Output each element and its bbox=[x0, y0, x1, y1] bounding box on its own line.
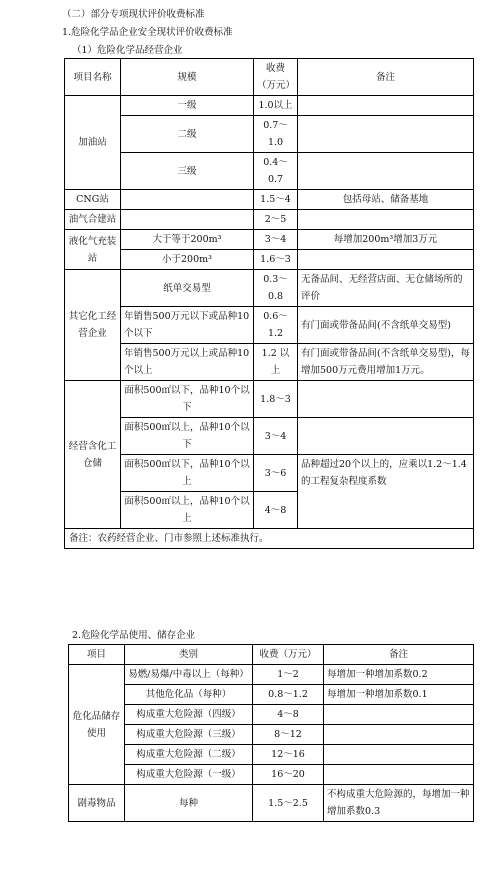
note-cell bbox=[324, 705, 474, 725]
scale-cell: 小于200m³ bbox=[121, 250, 254, 270]
scale-cell: 一级 bbox=[121, 96, 254, 116]
table-row bbox=[65, 270, 474, 307]
table-header-row bbox=[69, 645, 474, 665]
fee-cell: 1.5～4 bbox=[254, 190, 298, 210]
note-cell: 品种超过20个以上的，应乘以1.2～1.4的工程复杂程度系数 bbox=[298, 455, 474, 529]
fee-cell: 12～16 bbox=[253, 745, 324, 765]
note-cell bbox=[298, 116, 474, 153]
item-name: 经营含化工仓储 bbox=[65, 381, 121, 529]
fee-cell: 3～6 bbox=[254, 455, 298, 492]
scale-cell bbox=[121, 190, 254, 210]
fee-cell: 3～4 bbox=[254, 230, 298, 250]
table-row bbox=[65, 307, 474, 344]
scale-cell: 面积500㎡以下，品种10个以下 bbox=[121, 381, 254, 418]
item-name: 危化品储存使用 bbox=[69, 665, 125, 785]
table-row bbox=[69, 765, 474, 785]
fee-cell: 1.2 以上 bbox=[254, 344, 298, 381]
item-name: 剧毒物品 bbox=[69, 785, 125, 822]
section2-title: 2.危险化学品使用、储存企业 bbox=[72, 630, 196, 641]
note-cell: 包括母站、储备基地 bbox=[298, 190, 474, 210]
scale-cell: 二级 bbox=[121, 116, 254, 153]
scale-cell: 三级 bbox=[121, 153, 254, 190]
table-row bbox=[65, 210, 474, 230]
scale-cell: 面积500㎡以上，品种10个以下 bbox=[121, 418, 254, 455]
note-cell: 每增加一种增加系数0.2 bbox=[324, 665, 474, 685]
table-row bbox=[65, 250, 474, 270]
item-name: CNG站 bbox=[65, 190, 121, 210]
note-cell: 每增加一种增加系数0.1 bbox=[324, 685, 474, 705]
item-name: 液化气充装站 bbox=[65, 230, 121, 270]
fee-cell: 2～5 bbox=[254, 210, 298, 230]
note-cell: 不构成重大危险源的，每增加一种增加系数0.3 bbox=[324, 785, 474, 822]
scale-cell: 面积500㎡以上，品种10个以上 bbox=[121, 492, 254, 529]
fee-cell: 16～20 bbox=[253, 765, 324, 785]
item-name: 其它化工经营企业 bbox=[65, 270, 121, 381]
item-name: 油气合建站 bbox=[65, 210, 121, 230]
table-row bbox=[65, 418, 474, 455]
col-header: 类别 bbox=[125, 645, 253, 665]
note-cell: 有门面或带备品间(不含纸单交易型) bbox=[298, 307, 474, 344]
fee-cell: 1.0以上 bbox=[254, 96, 298, 116]
scale-cell: 面积500㎡以下，品种10个以上 bbox=[121, 455, 254, 492]
note-cell bbox=[324, 745, 474, 765]
table-chem-business bbox=[64, 58, 474, 549]
item-name: 加油站 bbox=[65, 96, 121, 190]
col-header: 收费（万元） bbox=[253, 645, 324, 665]
note-cell bbox=[298, 153, 474, 190]
table-footer-note: 备注：农药经营企业、门市参照上述标准执行。 bbox=[65, 529, 474, 549]
note-cell: 每增加200m³增加3万元 bbox=[298, 230, 474, 250]
scale-cell: 年销售500万元以下或品种10个以下 bbox=[121, 307, 254, 344]
fee-cell: 0.7～1.0 bbox=[254, 116, 298, 153]
category-cell: 其他危化品（每种） bbox=[125, 685, 253, 705]
note-cell: 无备品间、无经营店面、无仓储场所的评价 bbox=[298, 270, 474, 307]
fee-cell: 1.6～3 bbox=[254, 250, 298, 270]
table-row bbox=[65, 344, 474, 381]
note-cell bbox=[298, 418, 474, 455]
category-cell: 每种 bbox=[125, 785, 253, 822]
col-header: 规模 bbox=[121, 59, 254, 96]
category-cell: 构成重大危险源（三级） bbox=[125, 725, 253, 745]
note-cell bbox=[324, 765, 474, 785]
table-chem-storage bbox=[68, 644, 474, 822]
section1-subtitle: （1）危险化学品经营企业 bbox=[72, 45, 183, 56]
table-header-row bbox=[65, 59, 474, 96]
fee-cell: 4～8 bbox=[254, 492, 298, 529]
fee-cell: 1.5～2.5 bbox=[253, 785, 324, 822]
col-header: 备注 bbox=[324, 645, 474, 665]
fee-cell: 8～12 bbox=[253, 725, 324, 745]
fee-cell: 0.4～0.7 bbox=[254, 153, 298, 190]
scale-cell: 年销售500万元以上或品种10个以上 bbox=[121, 344, 254, 381]
category-cell: 构成重大危险源（一级） bbox=[125, 765, 253, 785]
fee-cell: 1～2 bbox=[253, 665, 324, 685]
table-row bbox=[65, 190, 474, 210]
fee-cell: 3～4 bbox=[254, 418, 298, 455]
scale-cell: 纸单交易型 bbox=[121, 270, 254, 307]
table-row bbox=[65, 153, 474, 190]
table-row bbox=[69, 745, 474, 765]
col-header: 项目 bbox=[69, 645, 125, 665]
fee-cell: 0.3～0.8 bbox=[254, 270, 298, 307]
scale-cell: 大于等于200m³ bbox=[121, 230, 254, 250]
col-header: 收费（万元） bbox=[254, 59, 298, 96]
fee-cell: 4～8 bbox=[253, 705, 324, 725]
section1-title: 1.危险化学品企业安全现状评价收费标准 bbox=[62, 27, 233, 38]
table-row bbox=[69, 725, 474, 745]
table-row bbox=[65, 381, 474, 418]
fee-cell: 0.8～1.2 bbox=[253, 685, 324, 705]
table-row bbox=[65, 96, 474, 116]
note-cell bbox=[298, 96, 474, 116]
scale-cell bbox=[121, 210, 254, 230]
col-header: 备注 bbox=[298, 59, 474, 96]
table-row bbox=[65, 116, 474, 153]
table-row bbox=[65, 455, 474, 492]
table-row bbox=[69, 705, 474, 725]
table-row bbox=[69, 785, 474, 822]
note-cell bbox=[298, 381, 474, 418]
table-row bbox=[69, 685, 474, 705]
note-cell bbox=[298, 250, 474, 270]
note-cell bbox=[298, 210, 474, 230]
col-header: 项目名称 bbox=[65, 59, 121, 96]
category-cell: 易燃/易爆/中毒以上（每种） bbox=[125, 665, 253, 685]
note-cell bbox=[324, 725, 474, 745]
table-footer-row bbox=[65, 529, 474, 549]
category-cell: 构成重大危险源（二级） bbox=[125, 745, 253, 765]
note-cell: 有门面或带备品间(不含纸单交易型)，每增加500万元费用增加1万元。 bbox=[298, 344, 474, 381]
category-cell: 构成重大危险源（四级） bbox=[125, 705, 253, 725]
table-row bbox=[69, 665, 474, 685]
fee-cell: 1.8～3 bbox=[254, 381, 298, 418]
page-heading: （二）部分专项现状评价收费标准 bbox=[62, 9, 205, 20]
fee-cell: 0.6～1.2 bbox=[254, 307, 298, 344]
table-row bbox=[65, 230, 474, 250]
